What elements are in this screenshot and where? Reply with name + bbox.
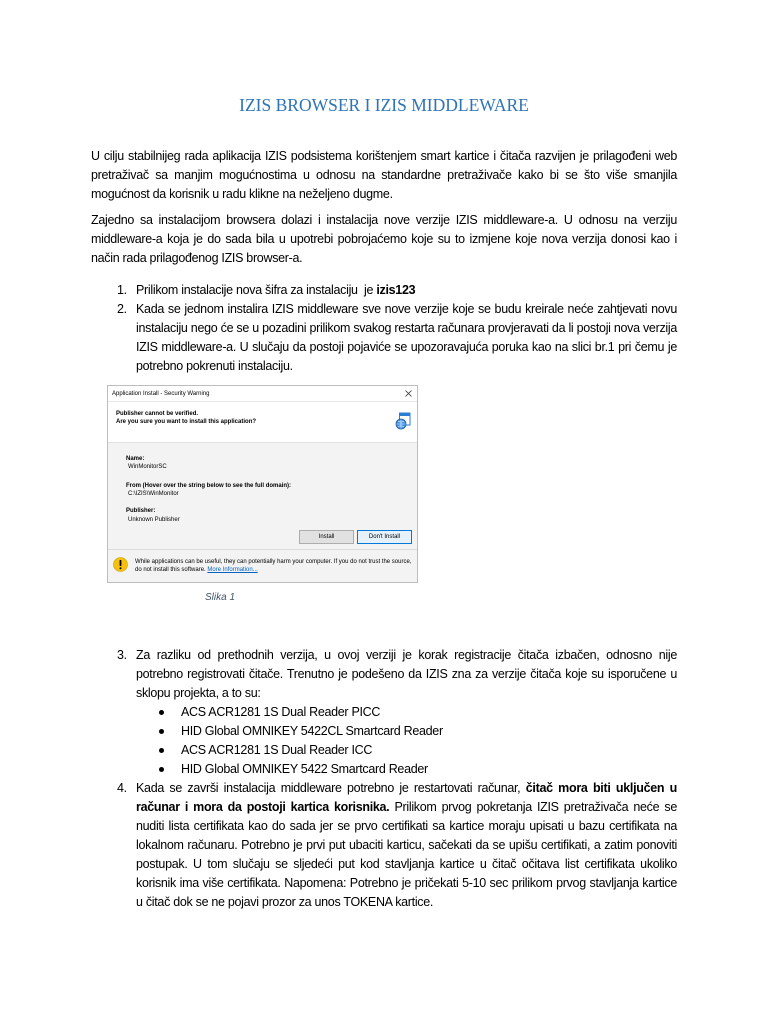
dont-install-button: Don't Install (357, 530, 412, 544)
name-label: Name: (126, 456, 145, 462)
numbered-list-part-2 (117, 646, 677, 912)
publisher-value: Unknown Publisher (128, 517, 180, 523)
list-item-text: Za razliku od prethodnih verzija, u ovoj verziji je korak registracije čitača izbačen, odnosno nije potrebno registrovati čitače. Trenutno je podešeno da IZIS zna za verzije čitača koje su isporučene u sklopu projekta, a to su: (136, 648, 677, 700)
list-item-text: Kada se jednom instalira IZIS middleware sve nove verzije koje se budu kreirale neće zahtjevati novu instalaciju nego će se u pozadini prilikom svakog restarta računara provjeravati da li postoji nova verzija IZIS middleware-a. U slučaju da postoji pojaviće se upozoravajuća poruka kao na slici br.1 pri čemu je potrebno pokrenuti instalaciju. (136, 302, 677, 373)
numbered-list-part-1 (117, 281, 677, 376)
dialog-heading-question: Are you sure you want to install this application? (116, 419, 257, 425)
reader-item (181, 760, 677, 779)
password-value: izis123 (376, 283, 416, 297)
publisher-label: Publisher: (126, 508, 156, 514)
list-item-text-bold: čitač mora biti uključen u računar i mora da postoji kartica korisnika. (136, 781, 677, 814)
more-information-link: More Information... (207, 567, 258, 573)
bullet-icon (159, 729, 164, 734)
security-warning-dialog-figure (107, 385, 418, 583)
reader-name: HID Global OMNIKEY 5422 Smartcard Reader (181, 762, 428, 776)
reader-item (181, 703, 677, 722)
close-icon (405, 390, 412, 397)
bullet-icon (159, 748, 164, 753)
dialog-titlebar (108, 386, 417, 402)
list-item-text-start: Kada se završi instalacija middleware potrebno je restartovati računar, (136, 781, 526, 795)
dialog-title: Application Install - Security Warning (112, 391, 210, 397)
reader-list (136, 703, 677, 779)
list-number: 3. (117, 648, 127, 662)
list-item-text-end: Prilikom prvog pokretanja IZIS pretraživača neće se nuditi lista certifikata kao do sada jer se prvo certifikati sa kartice moraju upisati u bazu certifikata na lokalnom računaru. Potrebno je prvi put ubaciti karticu, sačekati da se upišu certifikati, a zatim ponoviti postupak. U tom slučaju se sljedeći put kod stavljanja kartice u čitač očitava list certifikata ukoliko korisnik ima više certifikata. Napomena: Potrebno je pričekati 5-10 sec prilikom prvog stavljanja kartice u čitač dok se ne pojavi prozor za unos TOKENA kartice. (136, 800, 677, 909)
list-number: 2. (117, 302, 127, 316)
dialog-header (108, 402, 417, 442)
list-item-2 (117, 300, 677, 376)
reader-name: ACS ACR1281 1S Dual Reader PICC (181, 705, 381, 719)
from-value: C:\IZIS\WinMonitor (128, 491, 179, 497)
warning-shield-icon (113, 557, 128, 572)
reader-name: ACS ACR1281 1S Dual Reader ICC (181, 743, 373, 757)
list-number: 1. (117, 283, 127, 297)
bullet-icon (159, 710, 164, 715)
list-number: 4. (117, 781, 127, 795)
dialog-footer (108, 549, 417, 582)
install-button: Install (299, 530, 354, 544)
application-install-icon (395, 412, 411, 430)
dialog-heading-publisher: Publisher cannot be verified. (116, 411, 199, 417)
second-paragraph: Zajedno sa instalacijom browsera dolazi i instalacija nove verzije IZIS middleware-a. U odnosu na verziju middleware-a koja je do sada bila u upotrebi pobrojaćemo koje su to izmjene koje nova verzija donosi kao i način rada prilagođenog IZIS browser-a. (91, 213, 677, 265)
intro-paragraph: U cilju stabilnijeg rada aplikacija IZIS podsistema korištenjem smart kartice i čitača razvijen je prilagođeni web pretraživač sa manjim mogućnostima u odnosu na standardne pretraživače kako bi se što više smanjila mogućnost da korisnik u radu klikne na neželjeno dugme. (91, 149, 677, 201)
list-item-text: Prilikom instalacije nova šifra za instalaciju je (136, 283, 377, 297)
reader-item (181, 741, 677, 760)
warning-message (135, 558, 413, 574)
bullet-icon (159, 767, 164, 772)
page-title: IZIS BROWSER I IZIS MIDDLEWARE (239, 95, 529, 115)
name-value: WinMonitorSC (128, 464, 167, 470)
dialog-body (108, 442, 417, 549)
figure-caption: Slika 1 (205, 592, 236, 603)
list-item-4 (117, 779, 677, 912)
from-label: From (Hover over the string below to see the full domain): (126, 483, 292, 489)
reader-name: HID Global OMNIKEY 5422CL Smartcard Reader (181, 724, 443, 738)
list-item-1 (117, 281, 677, 300)
warning-text: While applications can be useful, they can potentially harm your computer. If you do not trust the source, do not install this software. (135, 559, 412, 573)
list-item-3 (117, 646, 677, 779)
reader-item (181, 722, 677, 741)
